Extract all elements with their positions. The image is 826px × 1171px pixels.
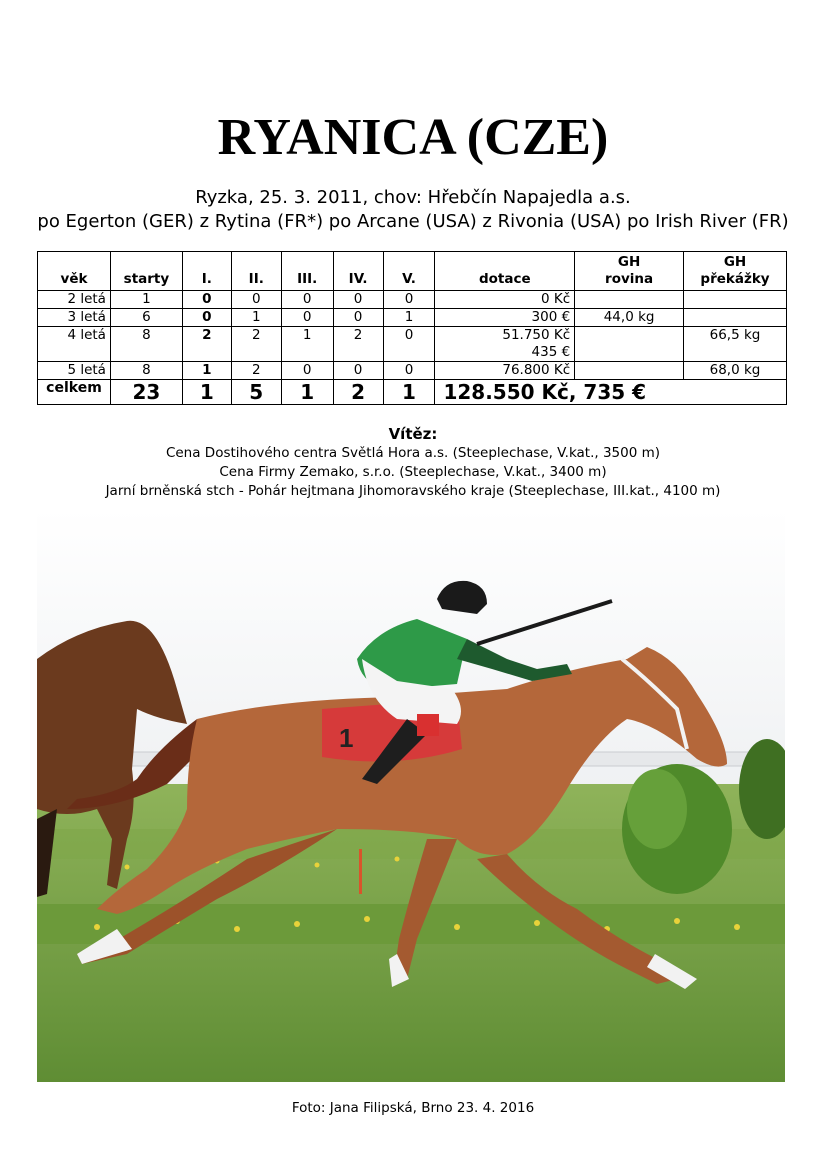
prize-czk: 0 Kč — [541, 291, 571, 307]
cell-place-1: 2 — [182, 327, 231, 362]
total-place-5: 1 — [383, 380, 435, 405]
winner-section — [0, 424, 826, 501]
cell-starts: 1 — [110, 291, 182, 309]
cell-gh-jump — [684, 309, 787, 327]
cell-place-3: 0 — [281, 362, 333, 380]
cell-starts: 8 — [110, 327, 182, 362]
table-total-row — [38, 380, 787, 405]
race-stats-table — [37, 251, 787, 405]
cell-gh-jump: 66,5 kg — [684, 327, 787, 362]
prize-czk: 51.750 Kč — [502, 327, 571, 343]
col-header-prize-money: dotace — [435, 252, 575, 291]
cell-place-5: 0 — [383, 291, 435, 309]
cell-starts: 8 — [110, 362, 182, 380]
race-photo — [37, 509, 785, 1082]
prize-czk: 76.800 Kč — [502, 362, 571, 378]
col-header-place-3: III. — [281, 252, 333, 291]
cell-place-4: 2 — [333, 327, 383, 362]
photo-caption: Foto: Jana Filipská, Brno 23. 4. 2016 — [291, 1100, 535, 1116]
winner-heading: Vítěz: — [388, 425, 438, 443]
total-place-4: 2 — [333, 380, 383, 405]
cell-gh-flat — [575, 291, 684, 309]
cell-gh-flat — [575, 362, 684, 380]
cell-prize-money — [435, 327, 575, 362]
cell-place-3: 1 — [281, 327, 333, 362]
cell-place-4: 0 — [333, 309, 383, 327]
table-row — [38, 362, 787, 380]
page-title: RYANICA (CZE) — [217, 109, 609, 166]
col-header-gh-flat: GH rovina — [575, 252, 684, 291]
total-place-3: 1 — [281, 380, 333, 405]
cell-place-2: 2 — [231, 362, 281, 380]
marker-pole — [359, 849, 362, 894]
winner-race-1: Cena Dostihového centra Světlá Hora a.s. (Steeplechase, V.kat., 3500 m) — [165, 445, 661, 461]
cell-place-5: 1 — [383, 309, 435, 327]
cell-age: 2 letá — [38, 291, 111, 309]
col-header-age: věk — [38, 252, 111, 291]
table-row — [38, 327, 787, 362]
cell-prize-money — [435, 362, 575, 380]
winner-race-2: Cena Firmy Zemako, s.r.o. (Steeplechase, V.kat., 3400 m) — [219, 464, 607, 480]
cell-gh-jump: 68,0 kg — [684, 362, 787, 380]
col-header-place-2: II. — [231, 252, 281, 291]
col-header-place-4: IV. — [333, 252, 383, 291]
cell-age: 3 letá — [38, 309, 111, 327]
cell-place-4: 0 — [333, 362, 383, 380]
cell-place-4: 0 — [333, 291, 383, 309]
cell-place-5: 0 — [383, 327, 435, 362]
total-starts: 23 — [110, 380, 182, 405]
total-prize-money: 128.550 Kč, 735 € — [435, 380, 787, 405]
cell-gh-flat: 44,0 kg — [575, 309, 684, 327]
cell-place-1: 0 — [182, 309, 231, 327]
cell-place-3: 0 — [281, 309, 333, 327]
birth-breeder-line: Ryzka, 25. 3. 2011, chov: Hřebčín Napajedla a.s. — [195, 187, 631, 208]
pedigree-line: po Egerton (GER) z Rytina (FR*) po Arcane (USA) z Rivonia (USA) po Irish River (FR) — [37, 211, 789, 232]
saddle-number: 1 — [339, 723, 354, 753]
col-header-place-1: I. — [182, 252, 231, 291]
cell-age: 5 letá — [38, 362, 111, 380]
cell-place-5: 0 — [383, 362, 435, 380]
cell-age: 4 letá — [38, 327, 111, 362]
cell-gh-jump — [684, 291, 787, 309]
prize-eur: 300 € — [531, 309, 571, 325]
cell-place-1: 0 — [182, 291, 231, 309]
table-row — [38, 291, 787, 309]
cell-place-1: 1 — [182, 362, 231, 380]
cell-starts: 6 — [110, 309, 182, 327]
cell-place-2: 2 — [231, 327, 281, 362]
cell-gh-flat — [575, 327, 684, 362]
table-header-row — [38, 252, 787, 291]
total-place-1: 1 — [182, 380, 231, 405]
cell-prize-money — [435, 309, 575, 327]
total-label: celkem — [38, 380, 111, 405]
col-header-place-5: V. — [383, 252, 435, 291]
winner-race-3: Jarní brněnská stch - Pohár hejtmana Jihomoravského kraje (Steeplechase, III.kat., 4100 m) — [105, 483, 721, 499]
col-header-gh-jump: GH překážky — [684, 252, 787, 291]
table-row — [38, 309, 787, 327]
cell-place-2: 0 — [231, 291, 281, 309]
cell-place-2: 1 — [231, 309, 281, 327]
cell-prize-money — [435, 291, 575, 309]
cell-place-3: 0 — [281, 291, 333, 309]
prize-eur: 435 € — [531, 344, 571, 360]
total-place-2: 5 — [231, 380, 281, 405]
col-header-starts: starty — [110, 252, 182, 291]
